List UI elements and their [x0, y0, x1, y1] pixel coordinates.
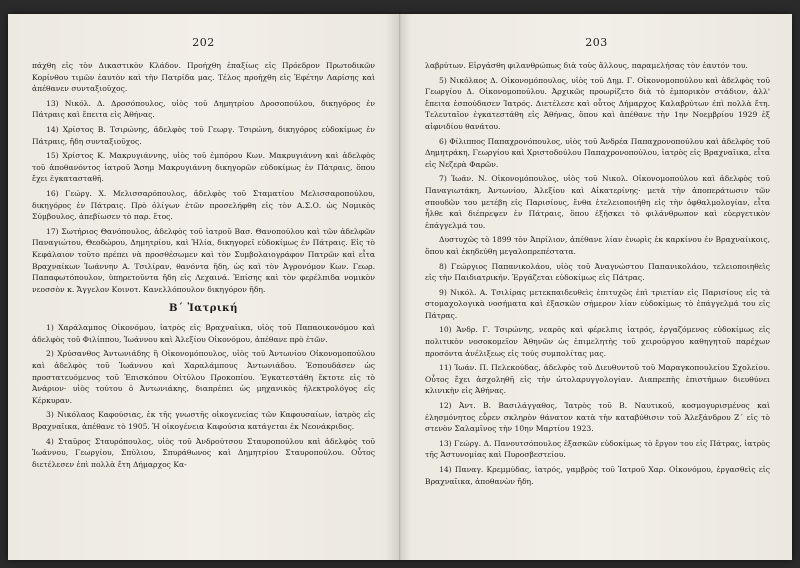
paragraph: 11) Ἰωάν. Π. Πελεκούδας, ἀδελφὸς τοῦ Διευθυντοῦ τοῦ Μαραγκοπουλείου Σχολείου. Οὗτος ἔχει ἀσχοληθῆ εἰς τὴν ὠτολαρυγγολογίαν. Διαπρεπὴς ἐπιστήμων διευθύνει κλινικὴν εἰς Ἀθήνας. [425, 363, 770, 396]
paragraph: 1) Χαράλαμπος Οἰκονόμου, ἰατρὸς εἰς Βραχναῖικα, υἱὸς τοῦ Παπαοικονόμου καὶ ἀδελφὸς τοῦ Φιλίππου, Ἰωάννου καὶ Ἀλεξίου Οἰκονόμου, ἀπέθανε πρὸ ἐτῶν. [32, 323, 375, 344]
paragraph: 8) Γεώργιος Παπανικολάου, υἱὸς τοῦ Ἀναγνώστου Παπανικολάου, τελειοποιηθεὶς εἰς τὴν Παιδιατρικήν. Ἐργάζεται εὐδοκίμως εἰς Πάτρας. [425, 261, 770, 283]
paragraph: Δυστυχῶς τὸ 1899 τὸν Ἀπρίλιον, ἀπέθανε λίαν ἐνωρὶς ἐκ καρκίνου ἐν Βραχναίικοις, ὅπου καὶ ἐκηδεύθη μεγαλοπρεπέστατα. [425, 235, 770, 256]
paragraph: 14) Παναγ. Κρεμμύδας, ἰατρός, γαμβρὸς τοῦ Ἰατροῦ Χαρ. Οἰκονόμου, ἐργασθεὶς εἰς Βραχναῖικα, ἀποθανὼν ἤδη. [425, 465, 770, 486]
paragraph: 12) Ἀντ. Β. Βασιλάγγαθος, Ἰατρὸς τοῦ Β. Ναυτικοῦ, κοσμογυρισμένος καὶ ἐλησμόνητος εὗρεν σκληρὸν θάνατον κατὰ τὴν καταβύθισιν τοῦ Ἀλεξάνδρου Ζ΄ εἰς τὸ στενὸν Σαλαμῖνος τὴν 10ην Μαρτίου 1923. [425, 401, 770, 434]
paragraph: 5) Νικόλαος Δ. Οἰκονομόπουλος, υἱὸς τοῦ Δημ. Γ. Οἰκονομοπούλου καὶ ἀδελφὸς τοῦ Γεωργίου Δ. Οἰκονομοπούλου. Ἀρχικῶς προωρίζετο διὰ τὸ ἐμπορικὸν στάδιον, ἀλλ' ἔπειτα ἐσπούδασεν Ἰατρός. Διετέλεσε καὶ οὗτος Δήμαρχος Καλαβρύτων ἐπὶ πολλὰ ἔτη. Τελευταῖον ἐγκατεστάθη εἰς Ἀθήνας, ὅπου καὶ ἀπέθανε τὴν 1ην Νοεμβρίου 1929 ἐξ αἰφνιδίου θανάτου. [425, 75, 770, 131]
paragraph: 13) Νικόλ. Δ. Δροσόπουλος, υἱὸς τοῦ Δημητρίου Δροσοπούλου, δικηγόρος ἐν Πάτραις καὶ ἔπειτα εἰς Ἀθήνας. [32, 98, 375, 120]
paragraph: 4) Σταῦρος Σταυρόπουλος, υἱὸς τοῦ Ἀνδρούτσου Σταυροπούλου καὶ ἀδελφὸς τοῦ Ἰωάννου, Γεωργίου, Σπύλιου, Σπυράθωνος καὶ Δημητρίου Σταυροπούλου. Οὗτος διετέλεσεν ἐπὶ πολλὰ ἔτη Δήμαρχος Κα- [32, 436, 375, 469]
paragraph: 13) Γεώργ. Δ. Πανουτσόπουλος ἐξασκῶν εὐδοκίμως τὸ ἔργον του εἰς Πάτρας, ἰατρὸς τῆς Ἀστυνομίας καὶ Πυροσβεστείου. [425, 438, 770, 460]
paragraph: λαβρύτων. Εἰργάσθη φιλανθρώπως διὰ τοὺς ἄλλους, παραμελήσας τὸν ἑαυτόν του. [425, 61, 748, 70]
gutter-shadow [385, 14, 399, 560]
right-page [400, 14, 792, 560]
left-paragraphs-after [32, 322, 375, 470]
paragraph: 3) Νικόλαος Καφούσιας, ἐκ τῆς γνωστῆς οἰκογενείας τῶν Καφουσαίων, ἰατρὸς εἰς Βραχναῖικα, ἀπέθανε τὸ 1905. Ἡ οἰκογένεια Καφούσια κατάγεται ἐκ Νεονάκριδος. [32, 410, 375, 432]
left-page [8, 14, 400, 560]
paragraph: 6) Φίλιππος Παπαχρονόπουλος, υἱὸς τοῦ Ἀνδρέα Παπαχρονοπούλου καὶ ἀδελφὸς τοῦ Δημητράκη, Γεωργίου καὶ Χριστοδούλου Παπαχρονοπούλου, ἰατρὸς εἰς Βραχναῖικα, εἶτα εἰς Νεζερὰ Φαρῶν. [425, 136, 770, 169]
right-paragraphs [425, 60, 770, 487]
right-page-number: 203 [585, 36, 608, 49]
paragraph: πάχθη εἰς τὸν Δικαστικὸν Κλάδον. Προήχθη ἐπαξίως εἰς Πρόεδρον Πρωτοδικῶν Κορίνθου τιμῶν ἑαυτὸν καὶ τὴν Πατρίδα μας. Τέλος προήχθη εἰς Ἐφέτην Λαρίσης καὶ ἀπέθανεν συνταξιοῦχος. [32, 61, 375, 94]
paragraph: 2) Χρύσανθος Ἀντωνιάδης ἢ Οἰκονομόπουλος, υἱὸς τοῦ Ἀντωνίου Οἰκονομοπούλου καὶ ἀδελφὸς τοῦ Ἰωάννου καὶ Χαραλάμπους Ἀντωνιάδου. Ἐσπουδάσεν ὡς προστατευόμενος τοῦ Ἐπισκόπου Οἰτύλου Προκοπίου. Ἐγκατεστάθη ἔκτοτε εἰς τὸ Ἀνάριον· υἱὸς τούτου ὁ Ἀντωνιάκης, διαπρέπει ὡς μηχανικὸς ἠλεκτρολόγος εἰς Κέρκυραν. [32, 349, 375, 405]
gutter-shadow [401, 14, 411, 560]
paragraph: 7) Ἰωάν. Ν. Οἰκονομόπουλος, υἱὸς τοῦ Νικολ. Οἰκονομοπούλου καὶ ἀδελφὸς τοῦ Παναγιωτάκη, Ἀντωνίου, Ἀλεξίου καὶ Αἰκατερίνης· μετὰ τὴν ἀποπεράτωσιν τῶν σπουδῶν του μετέβη εἰς Παρισίους, ἔνθα ἐτελειοποιήθη εἰς τὴν ὀφθαλμολογίαν, εἶτα ἦλθε καὶ διέπρεψεν ἐν Πάτραις, ὅπου ἐξήσκει τὸ φιλάνθρωπον καὶ εὐεργετικὸν ἐπάγγελμά του. [425, 174, 770, 230]
section-heading: Β΄ Ἰατρική [169, 303, 238, 315]
paragraph: 14) Χρίστος Β. Τσιρώνης, ἀδελφὸς τοῦ Γεωργ. Τσιρώνη, δικηγόρος εὐδοκίμως ἐν Πάτραις, ἤδη συνταξιοῦχος. [32, 124, 375, 146]
paragraph: 16) Γεώργ. Χ. Μελισσαρόπουλος, ἀδελφὸς τοῦ Σταματίου Μελισσαροπούλου, δικηγόρος ἐν Πάτραις. Πρὸ ὀλίγων ἐτῶν προσελήφθη εἰς τὸν Α.Σ.Ο. ὡς Νομικὸς Σύμβουλος, ἀπεβίωσεν τὸ παρ. ἔτος. [32, 188, 375, 222]
paragraph: 9) Νικόλ. Α. Τσιλίρας μετεκπαιδευθεὶς ἐπιτυχῶς ἐπὶ τριετίαν εἰς Παρισίους εἰς τὰ στομαχολογικὰ νοσήματα καὶ ἐξασκῶν σήμερον λίαν εὐδοκίμως τὸ ἐπάγγελμά του εἰς Πάτρας. [425, 287, 770, 320]
left-paragraphs-before [32, 60, 375, 295]
paragraph: 17) Σωτήριος Θανόπουλος, ἀδελφὸς τοῦ ἰατροῦ Βασ. Θανοπούλου καὶ τῶν ἀδελφῶν Παναγιώτου, Θεοδώρου, Δημητρίου, καὶ Ἠλία, δικηγορεῖ εὐδοκίμως ἐν Πάτραις. Εἰς τὸ Κεφάλαιον τοῦτο πρέπει νὰ προσθέσωμεν καὶ τὸν Συμβολαιογράφον Πατρῶν καὶ εἶτα Βραχναίκων Ἰωάννην Α. Τσιλίραν, θανόντα ἤδη, ὡς καὶ τὸν Ἀγρονόμον Κων. Γεωρ. Παπαφωτόπουλον, ὑπηρετοῦντα ἤδη εἰς Λεχαινά. Ἐπίσης καὶ τὸν φερέλπιδα νομικὸν νεοσσὸν κ. Ἄγγελον Κοινοτ. Κανελλόπουλον δικηγόρον ἤδη. [32, 226, 375, 294]
paragraph: 10) Ἀνδρ. Γ. Τσιρώνης, νεαρὸς καὶ φέρελπις ἰατρός, ἐργαζόμενος εὐδοκίμως εἰς πολιτικὸν νοσοκομεῖον Ἀθηνῶν ὡς ἐπιμελητὴς τοῦ χειρούργου καθηγητοῦ παρέχων προσόντα ἀνέλιξεως εἰς τούς συμπολίτας μας. [425, 325, 770, 358]
paragraph: 15) Χρίστος Κ. Μακρυγιάννης, υἱὸς τοῦ ἐμπόρου Κων. Μακρυγιάννη καὶ ἀδελφὸς τοῦ ἀποθανόντος ἰατροῦ Ἄσημ Μακρυγιάννη δικηγορῶν εὐδοκίμως ἐν Πάτραις, ὅπου ἔχει ἐγκατασταθῆ. [32, 151, 375, 184]
left-page-number: 202 [192, 36, 215, 49]
book-spread [8, 14, 792, 560]
